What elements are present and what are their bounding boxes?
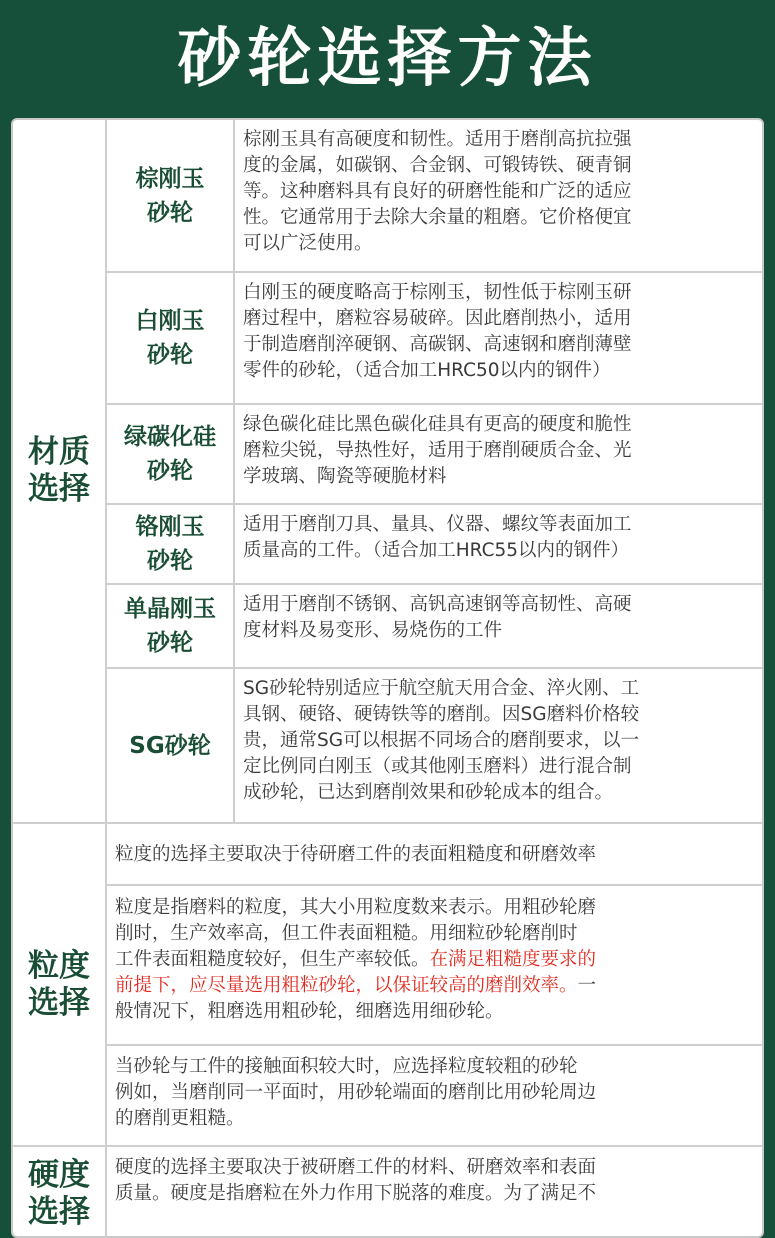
grain-row-1: 粒度的选择主要取决于待研磨工件的表面粗糙度和研磨效率 [107,824,764,886]
header-banner [0,0,775,118]
row-name-chrome-corundum: 铬刚玉 砂轮 [107,505,235,585]
selection-table [11,118,764,1238]
grain-row-3: 当砂轮与工件的接触面积较大时，应选择粒度较粗的砂轮 例如，当磨削同一平面时，用砂轮端面的磨削比用砂轮周边 的磨削更粗糙。 [107,1046,764,1147]
row-desc-chrome-corundum: 适用于磨削刀具、量具、仪器、螺纹等表面加工 质量高的工件。（适合加工HRC55以内的钢件） [235,505,764,585]
hardness-row-1: 硬度的选择主要取决于被研磨工件的材料、研磨效率和表面 质量。硬度是指磨粒在外力作用下脱落的难度。为了满足不 [107,1147,764,1238]
section-label-hardness: 硬度 选择 [13,1147,107,1238]
section-label-material: 材质 选择 [13,120,107,824]
row-desc-green-sic: 绿色碳化硅比黑色碳化硅具有更高的硬度和脆性 磨粒尖锐，导热性好，适用于磨削硬质合金、光 学玻璃、陶瓷等硬脆材料 [235,405,764,505]
row-desc-mono-corundum: 适用于磨削不锈钢、高钒高速钢等高韧性、高硬 度材料及易变形、易烧伤的工件 [235,585,764,669]
section-label-grain: 粒度 选择 [13,824,107,1147]
row-name-white-corundum: 白刚玉 砂轮 [107,273,235,405]
row-name-sg: SG砂轮 [107,669,235,824]
row-name-brown-corundum: 棕刚玉 砂轮 [107,120,235,273]
row-desc-brown-corundum: 棕刚玉具有高硬度和韧性。适用于磨削高抗拉强 度的金属，如碳钢、合金钢、可锻铸铁、硬青铜 等。这种磨料具有良好的研磨性能和广泛的适应 性。它通常用于去除大余量的粗磨。它价格便宜 可以广泛使用。 [235,120,764,273]
grain-row-2: 粒度是指磨料的粒度，其大小用粒度数来表示。用粗砂轮磨 削时，生产效率高，但工件表面粗糙。用细粒砂轮磨削时 工件表面粗糙度较好，但生产率较低。在满足粗糙度要求的 前提下，应尽量选用粗粒砂轮，以保证较高的磨削效率。一 般情况下，粗磨选用粗砂轮，细磨选用细砂轮。 [107,886,764,1046]
row-name-green-sic: 绿碳化硅 砂轮 [107,405,235,505]
row-desc-sg: SG砂轮特别适应于航空航天用合金、淬火刚、工 具钢、硬铬、硬铸铁等的磨削。因SG磨料价格较 贵，通常SG可以根据不同场合的磨削要求，以一 定比例同白刚玉（或其他刚玉磨料）进行混合制 成砂轮，已达到磨削效果和砂轮成本的组合。 [235,669,764,824]
row-desc-white-corundum: 白刚玉的硬度略高于棕刚玉，韧性低于棕刚玉研 磨过程中，磨粒容易破碎。因此磨削热小，适用 于制造磨削淬硬钢、高碳钢、高速钢和磨削薄壁 零件的砂轮，（适合加工HRC50以内的钢件） [235,273,764,405]
highlight-text: 在满足粗糙度要求的 前提下，应尽量选用粗粒砂轮，以保证较高的磨削效率。 [115,949,597,996]
page-title: 砂轮选择方法 [177,22,598,96]
row-name-mono-corundum: 单晶刚玉 砂轮 [107,585,235,669]
